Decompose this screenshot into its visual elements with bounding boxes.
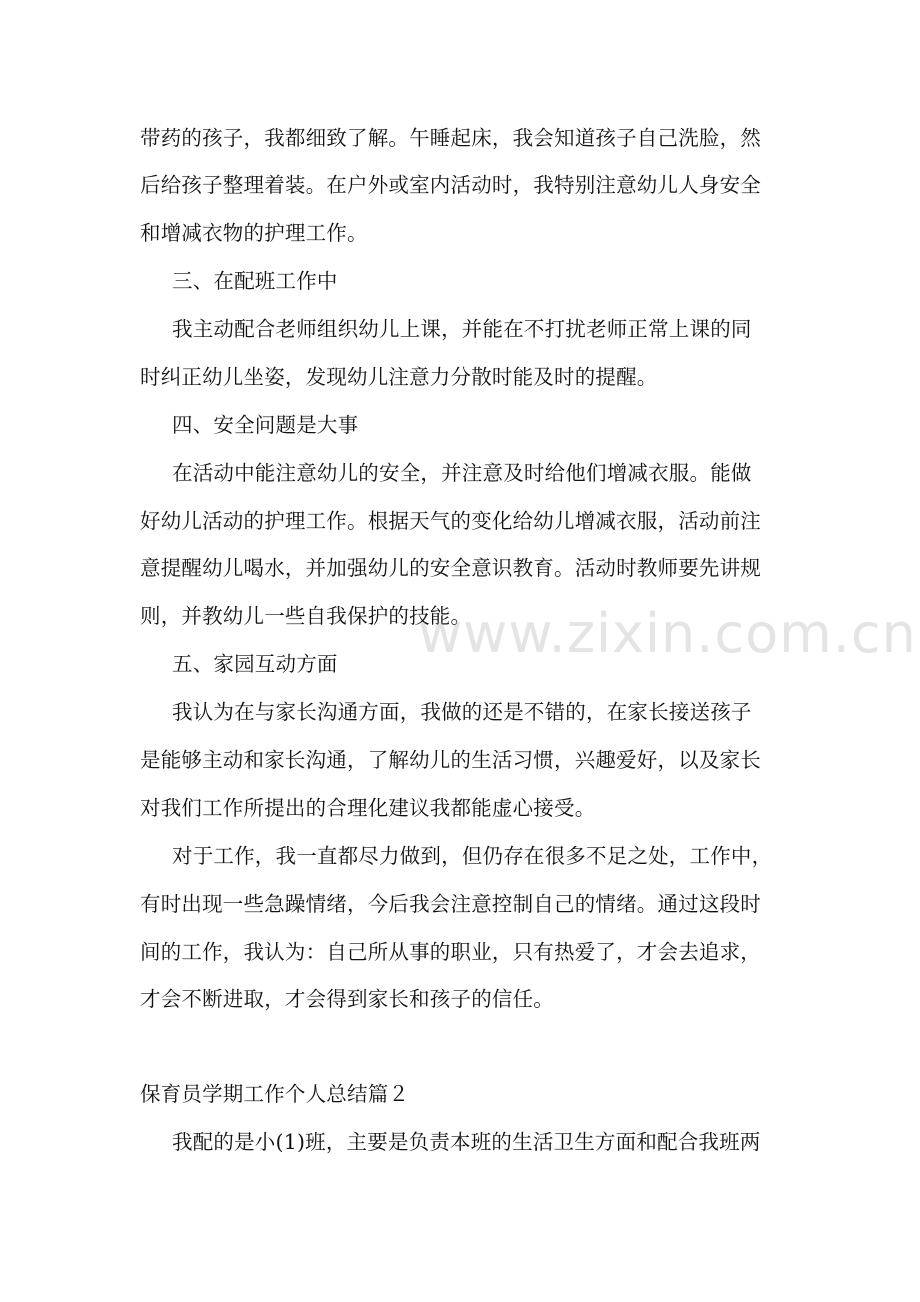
paragraph-line: 才会不断进取，才会得到家长和孩子的信任。 [140,987,554,1011]
paragraph-line: 有时出现一些急躁情绪，今后我会注意控制自己的情绪。通过这段时 [140,892,761,916]
paragraph-line: 我配的是小(1)班，主要是负责本班的生活卫生方面和配合我班两 [172,1130,761,1154]
paragraph-line: 好幼儿活动的护理工作。根据天气的变化给幼儿增减衣服，活动前注 [140,509,761,533]
article-title: 保育员学期工作个人总结篇２ [140,1082,410,1106]
watermark: www.zixin.com.cn [418,602,917,665]
paragraph-line: 我主动配合老师组织幼儿上课，并能在不打扰老师正常上课的同 [172,317,752,341]
paragraph-line: 对我们工作所提出的合理化建议我都能虚心接受。 [140,796,596,820]
paragraph-line: 时纠正幼儿坐姿，发现幼儿注意力分散时能及时的提醒。 [140,365,658,389]
paragraph-line: 带药的孩子，我都细致了解。午睡起床，我会知道孩子自己洗脸，然 [140,126,761,150]
paragraph-line: 和增减衣物的护理工作。 [140,221,368,245]
paragraph-line: 则，并教幼儿一些自我保护的技能。 [140,604,472,628]
section-heading-4: 四、安全问题是大事 [172,413,359,437]
paragraph-line: 意提醒幼儿喝水，并加强幼儿的安全意识教育。活动时教师要先讲规 [140,556,761,580]
paragraph-line: 后给孩子整理着装。在户外或室内活动时，我特别注意幼儿人身安全 [140,173,761,197]
paragraph-line: 我认为在与家长沟通方面，我做的还是不错的，在家长接送孩子 [172,700,752,724]
paragraph-line: 是能够主动和家长沟通，了解幼儿的生活习惯，兴趣爱好，以及家长 [140,748,761,772]
paragraph-line: 对于工作，我一直都尽力做到，但仍存在很多不足之处，工作中， [172,844,773,868]
paragraph-line: 间的工作，我认为：自己所从事的职业，只有热爱了，才会去追求， [140,940,761,964]
section-heading-3: 三、在配班工作中 [172,269,338,293]
paragraph-line: 在活动中能注意幼儿的安全，并注意及时给他们增减衣服。能做 [172,461,752,485]
section-heading-5: 五、家园互动方面 [172,652,338,676]
